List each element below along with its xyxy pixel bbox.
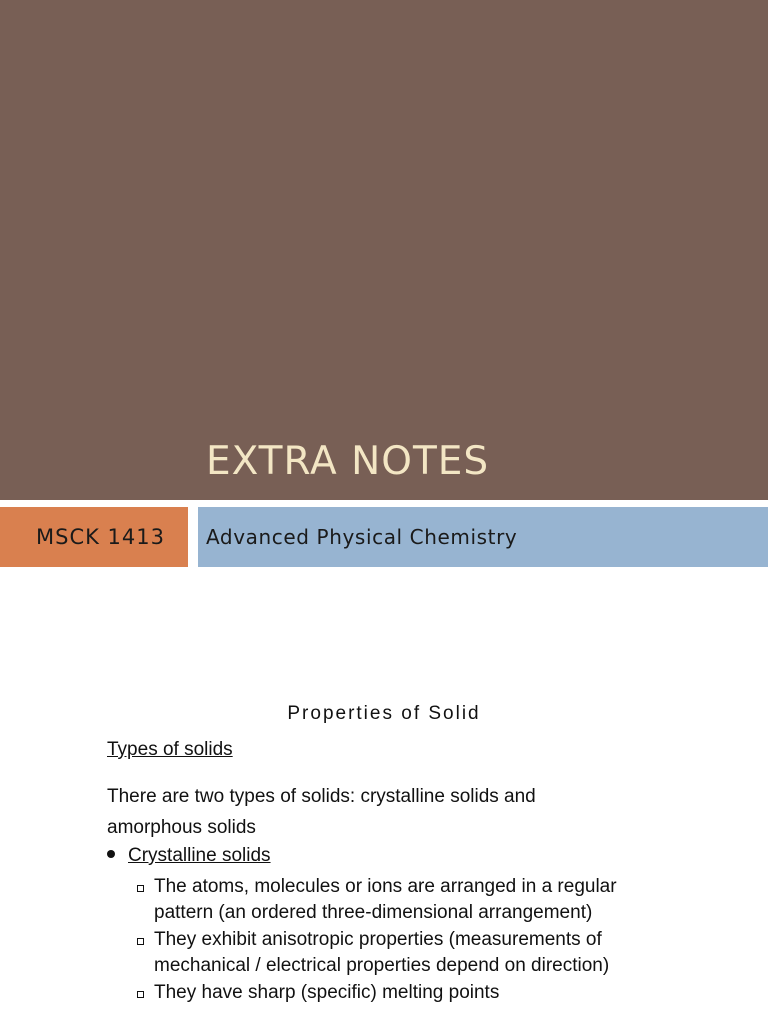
square-bullet-icon (137, 938, 144, 945)
intro-line: There are two types of solids: crystalline solids and (107, 786, 536, 807)
sub-bullet-item (137, 927, 657, 979)
course-name: Advanced Physical Chemistry (206, 525, 518, 549)
sub-bullet-list (137, 874, 657, 1007)
bullet-dot-icon (107, 850, 115, 858)
bullet-item (107, 840, 271, 871)
sub-bullet-item (137, 980, 657, 1006)
sub-bullet-item (137, 874, 657, 926)
sub-bullet-line: mechanical / electrical properties depend on direction) (154, 955, 610, 976)
intro-paragraph (107, 781, 627, 843)
slide-title: EXTRA NOTES (206, 439, 490, 484)
sub-bullet-line: The atoms, molecules or ions are arranged in a regular (154, 876, 617, 897)
square-bullet-icon (137, 885, 144, 892)
section-heading (0, 700, 768, 728)
bullet-label: Crystalline solids (128, 845, 271, 866)
sub-bullet-line: pattern (an ordered three-dimensional arrangement) (154, 902, 593, 923)
course-code: MSCK 1413 (36, 525, 166, 549)
section-heading-text: Properties of Solid (287, 703, 481, 724)
intro-line: amorphous solids (107, 817, 256, 838)
sub-bullet-line: They have sharp (specific) melting points (154, 982, 500, 1003)
title-banner (0, 0, 768, 500)
sub-bullet-line: They exhibit anisotropic properties (measurements of (154, 929, 602, 950)
subheading: Types of solids (107, 739, 233, 760)
square-bullet-icon (137, 991, 144, 998)
